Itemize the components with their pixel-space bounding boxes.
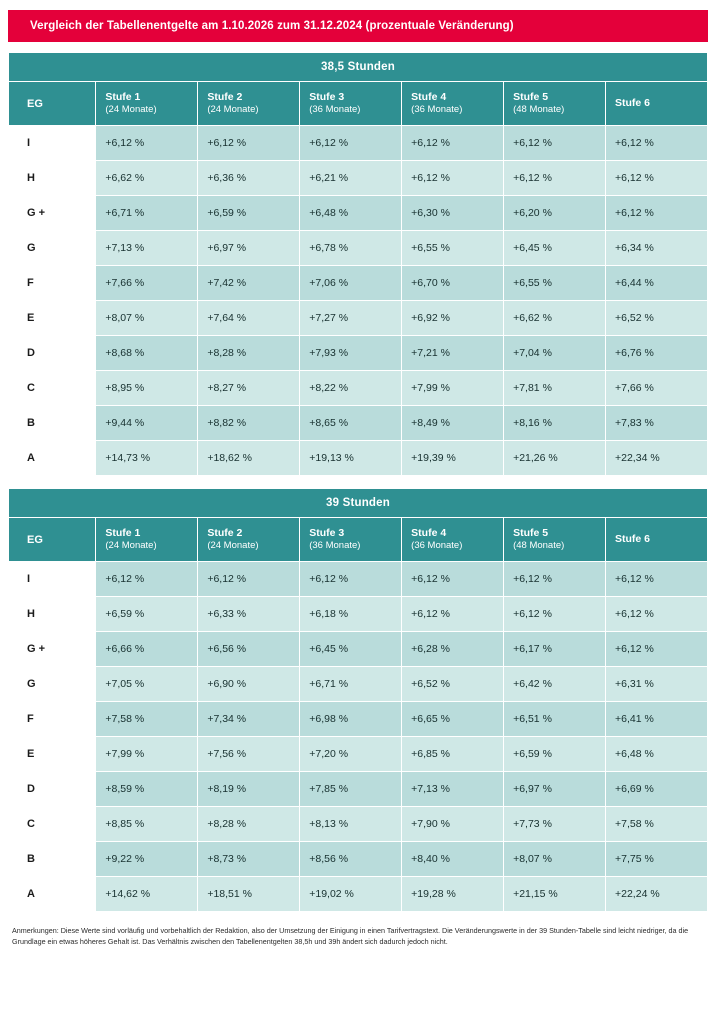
cell-stufe-3: +7,93 %	[300, 336, 402, 371]
cell-stufe-5: +6,59 %	[504, 737, 606, 772]
cell-stufe-1: +7,13 %	[96, 231, 198, 266]
cell-stufe-4: +6,65 %	[402, 702, 504, 737]
row-label-eg: C	[9, 371, 96, 406]
cell-stufe-2: +6,97 %	[198, 231, 300, 266]
cell-stufe-2: +8,82 %	[198, 406, 300, 441]
cell-stufe-5: +7,04 %	[504, 336, 606, 371]
cell-stufe-1: +7,99 %	[96, 737, 198, 772]
row-label-eg: F	[9, 266, 96, 301]
table-row	[9, 597, 708, 632]
table-row	[9, 702, 708, 737]
cell-stufe-3: +6,48 %	[300, 196, 402, 231]
row-label-eg: F	[9, 702, 96, 737]
cell-stufe-6: +6,69 %	[606, 772, 708, 807]
cell-stufe-4: +6,12 %	[402, 161, 504, 196]
cell-stufe-2: +7,56 %	[198, 737, 300, 772]
cell-stufe-5: +6,20 %	[504, 196, 606, 231]
cell-stufe-1: +7,66 %	[96, 266, 198, 301]
table-row	[9, 807, 708, 842]
cell-stufe-6: +6,12 %	[606, 597, 708, 632]
cell-stufe-3: +6,21 %	[300, 161, 402, 196]
column-header-eg: EG	[9, 518, 96, 562]
cell-stufe-5: +6,62 %	[504, 301, 606, 336]
row-label-eg: C	[9, 807, 96, 842]
cell-stufe-4: +19,39 %	[402, 441, 504, 476]
cell-stufe-1: +8,85 %	[96, 807, 198, 842]
row-label-eg: G +	[9, 196, 96, 231]
cell-stufe-4: +6,92 %	[402, 301, 504, 336]
cell-stufe-2: +6,12 %	[198, 126, 300, 161]
table-row	[9, 406, 708, 441]
cell-stufe-4: +8,49 %	[402, 406, 504, 441]
cell-stufe-3: +8,56 %	[300, 842, 402, 877]
table-row	[9, 737, 708, 772]
cell-stufe-3: +6,78 %	[300, 231, 402, 266]
cell-stufe-6: +22,24 %	[606, 877, 708, 912]
table-row	[9, 161, 708, 196]
cell-stufe-3: +8,13 %	[300, 807, 402, 842]
cell-stufe-4: +6,28 %	[402, 632, 504, 667]
row-label-eg: B	[9, 842, 96, 877]
tariff-table-1	[8, 52, 708, 476]
cell-stufe-4: +7,99 %	[402, 371, 504, 406]
table-row	[9, 441, 708, 476]
cell-stufe-1: +6,71 %	[96, 196, 198, 231]
cell-stufe-5: +21,26 %	[504, 441, 606, 476]
table-row	[9, 196, 708, 231]
cell-stufe-5: +8,16 %	[504, 406, 606, 441]
table-row	[9, 371, 708, 406]
cell-stufe-2: +8,27 %	[198, 371, 300, 406]
cell-stufe-2: +18,51 %	[198, 877, 300, 912]
cell-stufe-2: +6,36 %	[198, 161, 300, 196]
column-header-stufe-4: Stufe 4 (36 Monate)	[402, 518, 504, 562]
cell-stufe-6: +22,34 %	[606, 441, 708, 476]
cell-stufe-6: +6,12 %	[606, 196, 708, 231]
cell-stufe-3: +7,20 %	[300, 737, 402, 772]
row-label-eg: G	[9, 667, 96, 702]
footnote: Anmerkungen: Diese Werte sind vorläufig und vorbehaltlich der Redaktion, also der Umsetzung der Einigung in einen Tarifvertragstext. Die Veränderungswerte in der 39 Stunden-Tabelle sind leicht niedriger, da die Grundlage ein etwas höheres Gehalt ist. Das Verhältnis zwischen den Tabellenentgelten 38,5h und 39h ändert sich dadurch jedoch nicht.	[12, 926, 689, 946]
table-row	[9, 562, 708, 597]
cell-stufe-5: +6,17 %	[504, 632, 606, 667]
column-header-stufe-5: Stufe 5 (48 Monate)	[504, 82, 606, 126]
cell-stufe-1: +6,66 %	[96, 632, 198, 667]
cell-stufe-1: +6,59 %	[96, 597, 198, 632]
cell-stufe-3: +7,85 %	[300, 772, 402, 807]
cell-stufe-5: +6,12 %	[504, 597, 606, 632]
cell-stufe-3: +8,22 %	[300, 371, 402, 406]
cell-stufe-4: +6,12 %	[402, 562, 504, 597]
cell-stufe-5: +8,07 %	[504, 842, 606, 877]
cell-stufe-6: +6,41 %	[606, 702, 708, 737]
cell-stufe-5: +6,97 %	[504, 772, 606, 807]
table-row	[9, 842, 708, 877]
cell-stufe-5: +7,73 %	[504, 807, 606, 842]
cell-stufe-4: +6,85 %	[402, 737, 504, 772]
row-label-eg: G	[9, 231, 96, 266]
cell-stufe-6: +6,12 %	[606, 161, 708, 196]
cell-stufe-4: +6,12 %	[402, 126, 504, 161]
row-label-eg: E	[9, 301, 96, 336]
cell-stufe-6: +6,44 %	[606, 266, 708, 301]
tables-container	[8, 52, 708, 912]
cell-stufe-1: +7,58 %	[96, 702, 198, 737]
cell-stufe-3: +19,13 %	[300, 441, 402, 476]
cell-stufe-6: +7,58 %	[606, 807, 708, 842]
cell-stufe-6: +7,75 %	[606, 842, 708, 877]
table-row	[9, 266, 708, 301]
column-header-stufe-1: Stufe 1 (24 Monate)	[96, 82, 198, 126]
cell-stufe-1: +9,44 %	[96, 406, 198, 441]
cell-stufe-2: +7,64 %	[198, 301, 300, 336]
column-header-eg: EG	[9, 82, 96, 126]
cell-stufe-2: +6,90 %	[198, 667, 300, 702]
row-label-eg: D	[9, 772, 96, 807]
cell-stufe-3: +7,06 %	[300, 266, 402, 301]
cell-stufe-4: +6,30 %	[402, 196, 504, 231]
cell-stufe-4: +6,12 %	[402, 597, 504, 632]
cell-stufe-6: +6,48 %	[606, 737, 708, 772]
cell-stufe-1: +8,95 %	[96, 371, 198, 406]
table-row	[9, 336, 708, 371]
tariff-table-2	[8, 488, 708, 912]
cell-stufe-2: +7,42 %	[198, 266, 300, 301]
cell-stufe-3: +6,12 %	[300, 126, 402, 161]
cell-stufe-4: +6,52 %	[402, 667, 504, 702]
cell-stufe-6: +6,12 %	[606, 632, 708, 667]
cell-stufe-5: +6,12 %	[504, 161, 606, 196]
cell-stufe-4: +6,70 %	[402, 266, 504, 301]
cell-stufe-6: +6,52 %	[606, 301, 708, 336]
cell-stufe-1: +6,62 %	[96, 161, 198, 196]
cell-stufe-1: +14,62 %	[96, 877, 198, 912]
cell-stufe-4: +8,40 %	[402, 842, 504, 877]
page-title: Vergleich der Tabellenentgelte am 1.10.2026 zum 31.12.2024 (prozentuale Veränderung)	[8, 10, 708, 42]
cell-stufe-5: +6,55 %	[504, 266, 606, 301]
column-header-stufe-1: Stufe 1 (24 Monate)	[96, 518, 198, 562]
cell-stufe-3: +7,27 %	[300, 301, 402, 336]
table-title: 39 Stunden	[9, 489, 708, 518]
cell-stufe-2: +8,28 %	[198, 336, 300, 371]
column-header-stufe-3: Stufe 3 (36 Monate)	[300, 518, 402, 562]
cell-stufe-4: +7,13 %	[402, 772, 504, 807]
cell-stufe-6: +6,12 %	[606, 126, 708, 161]
cell-stufe-2: +6,12 %	[198, 562, 300, 597]
cell-stufe-1: +7,05 %	[96, 667, 198, 702]
cell-stufe-3: +6,45 %	[300, 632, 402, 667]
cell-stufe-3: +6,98 %	[300, 702, 402, 737]
table-row	[9, 301, 708, 336]
cell-stufe-3: +6,18 %	[300, 597, 402, 632]
cell-stufe-4: +6,55 %	[402, 231, 504, 266]
cell-stufe-2: +6,59 %	[198, 196, 300, 231]
column-header-stufe-3: Stufe 3 (36 Monate)	[300, 82, 402, 126]
table-row	[9, 632, 708, 667]
row-label-eg: I	[9, 562, 96, 597]
cell-stufe-5: +6,12 %	[504, 126, 606, 161]
cell-stufe-2: +18,62 %	[198, 441, 300, 476]
cell-stufe-2: +6,56 %	[198, 632, 300, 667]
cell-stufe-1: +8,07 %	[96, 301, 198, 336]
cell-stufe-3: +6,71 %	[300, 667, 402, 702]
row-label-eg: A	[9, 441, 96, 476]
row-label-eg: D	[9, 336, 96, 371]
row-label-eg: H	[9, 597, 96, 632]
cell-stufe-5: +6,45 %	[504, 231, 606, 266]
cell-stufe-2: +8,73 %	[198, 842, 300, 877]
table-row	[9, 126, 708, 161]
cell-stufe-1: +6,12 %	[96, 562, 198, 597]
row-label-eg: I	[9, 126, 96, 161]
cell-stufe-5: +21,15 %	[504, 877, 606, 912]
cell-stufe-3: +6,12 %	[300, 562, 402, 597]
table-row	[9, 231, 708, 266]
cell-stufe-2: +7,34 %	[198, 702, 300, 737]
row-label-eg: B	[9, 406, 96, 441]
column-header-stufe-2: Stufe 2 (24 Monate)	[198, 82, 300, 126]
row-label-eg: H	[9, 161, 96, 196]
cell-stufe-6: +6,31 %	[606, 667, 708, 702]
cell-stufe-3: +8,65 %	[300, 406, 402, 441]
cell-stufe-4: +19,28 %	[402, 877, 504, 912]
cell-stufe-1: +8,68 %	[96, 336, 198, 371]
cell-stufe-1: +6,12 %	[96, 126, 198, 161]
cell-stufe-6: +6,76 %	[606, 336, 708, 371]
cell-stufe-5: +6,51 %	[504, 702, 606, 737]
cell-stufe-5: +7,81 %	[504, 371, 606, 406]
column-header-stufe-5: Stufe 5 (48 Monate)	[504, 518, 606, 562]
column-header-stufe-6: Stufe 6	[606, 518, 708, 562]
column-header-stufe-6: Stufe 6	[606, 82, 708, 126]
cell-stufe-6: +7,66 %	[606, 371, 708, 406]
cell-stufe-1: +8,59 %	[96, 772, 198, 807]
column-header-stufe-2: Stufe 2 (24 Monate)	[198, 518, 300, 562]
cell-stufe-6: +6,34 %	[606, 231, 708, 266]
cell-stufe-5: +6,12 %	[504, 562, 606, 597]
row-label-eg: G +	[9, 632, 96, 667]
table-row	[9, 877, 708, 912]
cell-stufe-2: +8,28 %	[198, 807, 300, 842]
cell-stufe-3: +19,02 %	[300, 877, 402, 912]
cell-stufe-2: +8,19 %	[198, 772, 300, 807]
cell-stufe-1: +9,22 %	[96, 842, 198, 877]
table-row	[9, 667, 708, 702]
cell-stufe-6: +7,83 %	[606, 406, 708, 441]
cell-stufe-6: +6,12 %	[606, 562, 708, 597]
row-label-eg: E	[9, 737, 96, 772]
table-title: 38,5 Stunden	[9, 53, 708, 82]
cell-stufe-4: +7,21 %	[402, 336, 504, 371]
cell-stufe-5: +6,42 %	[504, 667, 606, 702]
row-label-eg: A	[9, 877, 96, 912]
column-header-stufe-4: Stufe 4 (36 Monate)	[402, 82, 504, 126]
cell-stufe-4: +7,90 %	[402, 807, 504, 842]
cell-stufe-2: +6,33 %	[198, 597, 300, 632]
table-row	[9, 772, 708, 807]
cell-stufe-1: +14,73 %	[96, 441, 198, 476]
